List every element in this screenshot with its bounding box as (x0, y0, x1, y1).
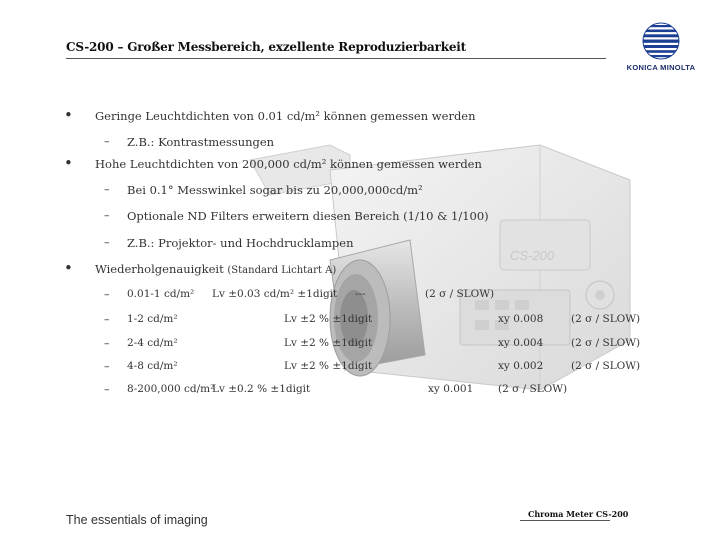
sub-dash: – (104, 183, 110, 196)
title-divider (66, 58, 606, 59)
konica-minolta-globe-icon (642, 22, 680, 60)
xy-cell: xy 0.002 (498, 360, 544, 372)
sub-dash: – (104, 313, 110, 326)
xy-cell: xy 0.001 (428, 383, 474, 395)
lv-cell: Lv ±0.03 cd/m² ±1digit (212, 288, 338, 300)
xy-cell: xy 0.008 (498, 313, 544, 325)
bullet-text-1: Geringe Leuchtdichten von 0.01 cd/m² können gemessen werden (95, 109, 476, 123)
bullet-text-3-main: Wiederholgenauigkeit (95, 262, 224, 276)
sub-item-2-3: Z.B.: Projektor- und Hochdrucklampen (127, 236, 354, 250)
sub-dash: – (104, 337, 110, 350)
range-cell: 2-4 cd/m² (127, 337, 178, 349)
range-cell: 8-200,000 cd/m² (127, 383, 215, 395)
footer-divider (520, 520, 610, 521)
sub-dash: – (104, 288, 110, 301)
sub-item-1-1: Z.B.: Kontrastmessungen (127, 135, 275, 149)
range-cell: 1-2 cd/m² (127, 313, 178, 325)
xy-cell: --- (355, 288, 366, 300)
mode-cell: (2 σ / SLOW) (571, 360, 641, 372)
mode-cell: (2 σ / SLOW) (571, 313, 641, 325)
sub-dash: – (104, 236, 110, 249)
mode-cell: (2 σ / SLOW) (425, 288, 495, 300)
sub-dash: – (104, 209, 110, 222)
lv-cell: Lv ±2 % ±1digit (284, 313, 373, 325)
footer-product: Chroma Meter CS-200 (528, 509, 629, 519)
bullet-text-3-suffix: (Standard Lichtart A) (227, 265, 337, 276)
sub-dash: – (104, 383, 110, 396)
lv-cell: Lv ±2 % ±1digit (284, 360, 373, 372)
sub-item-2-1: Bei 0.1° Messwinkel sogar bis zu 20,000,000cd/m² (127, 183, 423, 197)
logo-wordmark: KONICA MINOLTA (626, 63, 696, 72)
footer-tagline: The essentials of imaging (66, 513, 208, 527)
range-cell: 4-8 cd/m² (127, 360, 178, 372)
range-cell: 0.01-1 cd/m² (127, 288, 195, 300)
sub-dash: – (104, 135, 110, 148)
mode-cell: (2 σ / SLOW) (571, 337, 641, 349)
lv-cell: Lv ±0.2 % ±1digit (212, 383, 311, 395)
mode-cell: (2 σ / SLOW) (498, 383, 568, 395)
bullet-marker: • (64, 154, 73, 172)
bullet-text-3 (95, 262, 336, 276)
xy-cell: xy 0.004 (498, 337, 544, 349)
bullet-marker: • (64, 259, 73, 277)
lv-cell: Lv ±2 % ±1digit (284, 337, 373, 349)
bullet-marker: • (64, 106, 73, 124)
sub-dash: – (104, 360, 110, 373)
sub-item-2-2: Optionale ND Filters erweitern diesen Bereich (1/10 & 1/100) (127, 209, 489, 223)
konica-minolta-logo (624, 22, 698, 72)
bullet-text-2: Hohe Leuchtdichten von 200,000 cd/m² können gemessen werden (95, 157, 482, 171)
page-title: CS-200 – Großer Messbereich, exzellente Reproduzierbarkeit (66, 40, 467, 54)
device-label: CS-200 (510, 248, 555, 263)
